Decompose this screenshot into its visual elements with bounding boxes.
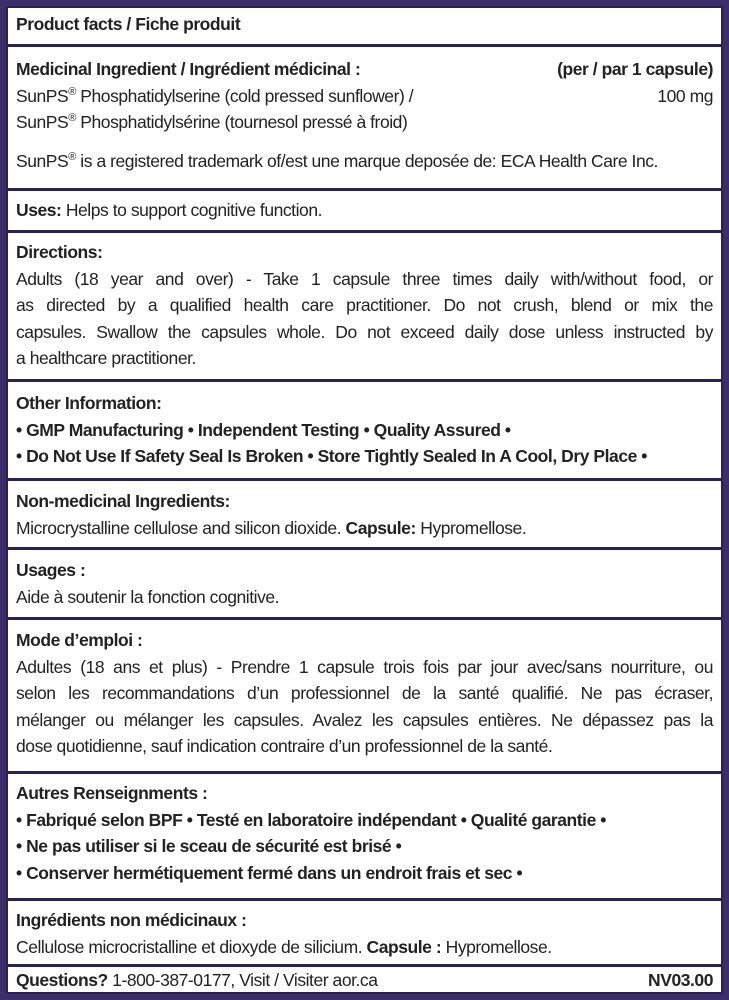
usages-text: Aide à soutenir la fonction cognitive. bbox=[16, 586, 280, 607]
directions-heading: Directions: bbox=[16, 242, 103, 262]
non-med-fr-text: Cellulose microcristalline et dioxyde de silicium. bbox=[16, 936, 367, 957]
other-info-heading: Other Information: bbox=[16, 393, 162, 413]
capsule-label: Capsule: bbox=[345, 517, 416, 538]
directions-line: a healthcare practitioner. bbox=[16, 348, 196, 368]
mode-heading: Mode d’emploi : bbox=[16, 630, 143, 650]
footer-section bbox=[8, 967, 721, 992]
per-capsule-label: (per / par 1 capsule) bbox=[557, 59, 713, 79]
mode-line: Adultes (18 ans et plus) - Prendre 1 capsule trois fois par jour avec/sans nourriture, ou bbox=[16, 656, 713, 677]
other-info-line: • GMP Manufacturing • Independent Testing • Quality Assured • bbox=[16, 419, 511, 440]
ingredient-english: SunPS® Phosphatidylserine (cold pressed sunflower) / bbox=[16, 85, 414, 106]
trademark-note: SunPS® is a registered trademark of/est une marque deposée de: ECA Health Care Inc. bbox=[16, 150, 658, 171]
capsule-fr-text: Hypromellose. bbox=[441, 936, 552, 957]
autres-line: • Fabriqué selon BPF • Testé en laboratoire indépendant • Qualité garantie • bbox=[16, 809, 606, 830]
mode-line: selon les recommandations d’un professionnel de la santé qualifié. Ne pas écraser, bbox=[16, 683, 713, 703]
autres-renseignements-section bbox=[8, 774, 721, 901]
mode-line: dose quotidienne, sauf indication contraire d’un professionnel de la santé. bbox=[16, 736, 553, 756]
autres-heading: Autres Renseignments : bbox=[16, 783, 208, 803]
mode-emploi-section bbox=[8, 620, 721, 774]
other-info-line: • Do Not Use If Safety Seal Is Broken • Store Tightly Sealed In A Cool, Dry Place • bbox=[16, 446, 647, 466]
non-medicinal-fr-section bbox=[8, 901, 721, 967]
autres-line: • Ne pas utiliser si le sceau de sécurité est brisé • bbox=[16, 836, 402, 856]
non-med-fr-heading: Ingrédients non médicinaux : bbox=[16, 910, 247, 930]
medicinal-heading: Medicinal Ingredient / Ingrédient médicinal : bbox=[16, 59, 361, 79]
directions-section bbox=[8, 233, 721, 382]
directions-line: capsules. Swallow the capsules whole. Do not exceed daily dose unless instructed by bbox=[16, 321, 713, 342]
header-section bbox=[8, 8, 721, 47]
directions-line: as directed by a qualified health care practitioner. Do not crush, blend or mix the bbox=[16, 295, 713, 315]
uses-label: Uses: bbox=[16, 200, 62, 220]
version-code: NV03.00 bbox=[648, 970, 713, 990]
autres-line: • Conserver hermétiquement fermé dans un endroit frais et sec • bbox=[16, 862, 523, 883]
contact-info: 1-800-387-0177, Visit / Visiter aor.ca bbox=[107, 970, 378, 990]
usages-heading: Usages : bbox=[16, 560, 86, 580]
questions-label: Questions? bbox=[16, 970, 108, 990]
non-medicinal-section bbox=[8, 481, 721, 550]
non-medicinal-text: Microcrystalline cellulose and silicon dioxide. bbox=[16, 517, 346, 538]
medicinal-ingredient-section bbox=[8, 47, 721, 191]
other-information-section bbox=[8, 382, 721, 481]
usages-section bbox=[8, 550, 721, 620]
panel-title: Product facts / Fiche produit bbox=[16, 14, 241, 34]
ingredient-french: SunPS® Phosphatidylsérine (tournesol pressé à froid) bbox=[16, 112, 408, 132]
capsule-fr-label: Capsule : bbox=[366, 936, 442, 957]
capsule-text: Hypromellose. bbox=[415, 517, 527, 538]
uses-text: Helps to support cognitive function. bbox=[61, 200, 323, 220]
mode-line: mélanger ou mélanger les capsules. Avalez les capsules entières. Ne dépassez pas la bbox=[16, 709, 713, 730]
non-medicinal-heading: Non-medicinal Ingredients: bbox=[16, 491, 230, 511]
dose-value: 100 mg bbox=[657, 85, 713, 106]
uses-section bbox=[8, 191, 721, 233]
directions-line: Adults (18 year and over) - Take 1 capsule three times daily with/without food, or bbox=[16, 268, 713, 289]
product-facts-panel bbox=[6, 6, 723, 994]
